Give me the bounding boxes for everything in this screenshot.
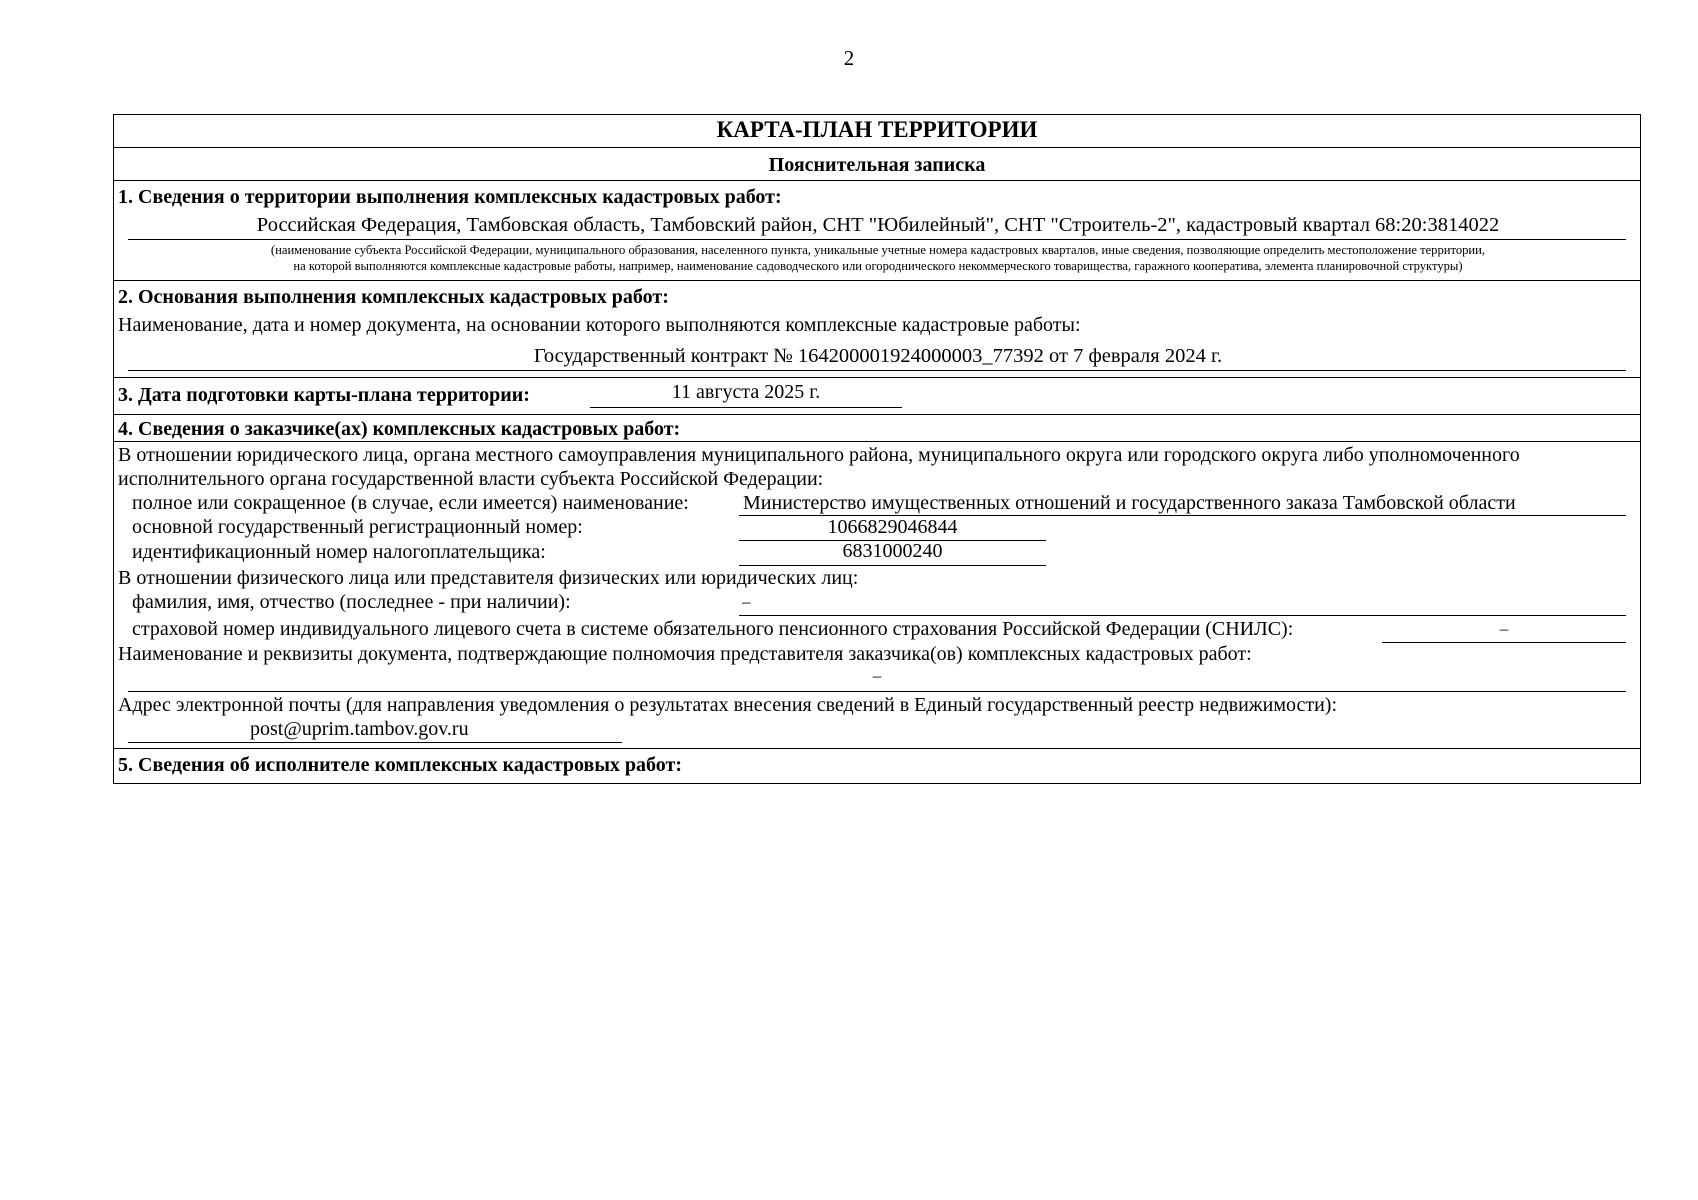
fio-label: фамилия, имя, отчество (последнее - при наличии): xyxy=(132,591,571,613)
page-number: 2 xyxy=(843,46,855,70)
territory-note-line1: (наименование субъекта Российской Федерации, муниципального образования, населенного пункта, уникальные учетные номера кадастровых кварталов, иные сведения, позволяющие определить местоположение территории, xyxy=(270,243,1486,257)
divider xyxy=(114,377,1640,378)
date-value: 11 августа 2025 г. xyxy=(671,381,821,403)
section4-heading: 4. Сведения о заказчике(ах) комплексных кадастровых работ: xyxy=(118,418,681,440)
ogrn-value: 1066829046844 xyxy=(827,516,958,538)
document-subtitle: Пояснительная записка xyxy=(768,154,986,176)
snils-value: – xyxy=(1499,619,1509,638)
underline xyxy=(1382,642,1626,643)
divider xyxy=(114,147,1640,148)
customer-name-value: Министерство имущественных отношений и государственного заказа Тамбовской области xyxy=(743,492,1516,514)
ogrn-label: основной государственный регистрационный номер: xyxy=(132,516,583,538)
representative-docs-label: Наименование и реквизиты документа, подтверждающие полномочия представителя заказчика(ов) комплексных кадастровых работ: xyxy=(118,643,1252,665)
legal-entity-line2: исполнительного органа государственной власти субъекта Российской Федерации: xyxy=(118,468,824,490)
legal-entity-line1: В отношении юридического лица, органа местного самоуправления муниципального района, муниципального округа или городского округа либо уполномоченного xyxy=(118,444,1520,466)
physical-person-line: В отношении физического лица или представителя физических или юридических лиц: xyxy=(118,567,859,589)
email-value: post@uprim.tambov.gov.ru xyxy=(250,718,469,740)
email-label: Адрес электронной почты (для направления уведомления о результатах внесения сведений в Единый государственный реестр недвижимости): xyxy=(118,694,1338,716)
divider xyxy=(114,180,1640,181)
underline xyxy=(590,407,902,408)
section1-heading: 1. Сведения о территории выполнения комплексных кадастровых работ: xyxy=(118,186,782,208)
territory-note-line2: на которой выполняются комплексные кадастровые работы, например, наименование садоводческого или огороднического некоммерческого товарищества, гаражного кооператива, элемента планировочной структуры) xyxy=(293,259,1463,273)
underline xyxy=(739,615,1626,616)
document-form xyxy=(113,114,1641,784)
basis-label: Наименование, дата и номер документа, на основании которого выполняются комплексные кадастровые работы: xyxy=(118,314,1081,336)
underline xyxy=(128,742,622,743)
underline xyxy=(128,239,1626,240)
representative-docs-value: – xyxy=(872,666,882,685)
basis-value: Государственный контракт № 164200001924000003_77392 от 7 февраля 2024 г. xyxy=(533,345,1223,367)
divider xyxy=(114,280,1640,281)
divider xyxy=(114,441,1640,442)
inn-label: идентификационный номер налогоплательщика: xyxy=(132,541,546,563)
customer-name-label: полное или сокращенное (в случае, если имеется) наименование: xyxy=(132,492,689,514)
underline xyxy=(128,691,1626,692)
divider xyxy=(114,414,1640,415)
fio-value: – xyxy=(742,592,751,611)
territory-value: Российская Федерация, Тамбовская область, Тамбовский район, СНТ "Юбилейный", СНТ "Строитель-2", кадастровый квартал 68:20:3814022 xyxy=(256,214,1500,236)
section5-heading: 5. Сведения об исполнителе комплексных кадастровых работ: xyxy=(118,754,683,776)
section3-heading: 3. Дата подготовки карты-плана территории: xyxy=(118,384,530,406)
document-title: КАРТА-ПЛАН ТЕРРИТОРИИ xyxy=(716,117,1038,142)
inn-value: 6831000240 xyxy=(842,540,943,562)
snils-label: страховой номер индивидуального лицевого счета в системе обязательного пенсионного страхования Российской Федерации (СНИЛС): xyxy=(132,618,1294,640)
section2-heading: 2. Основания выполнения комплексных кадастровых работ: xyxy=(118,286,669,308)
underline xyxy=(128,370,1626,371)
divider xyxy=(114,748,1640,749)
